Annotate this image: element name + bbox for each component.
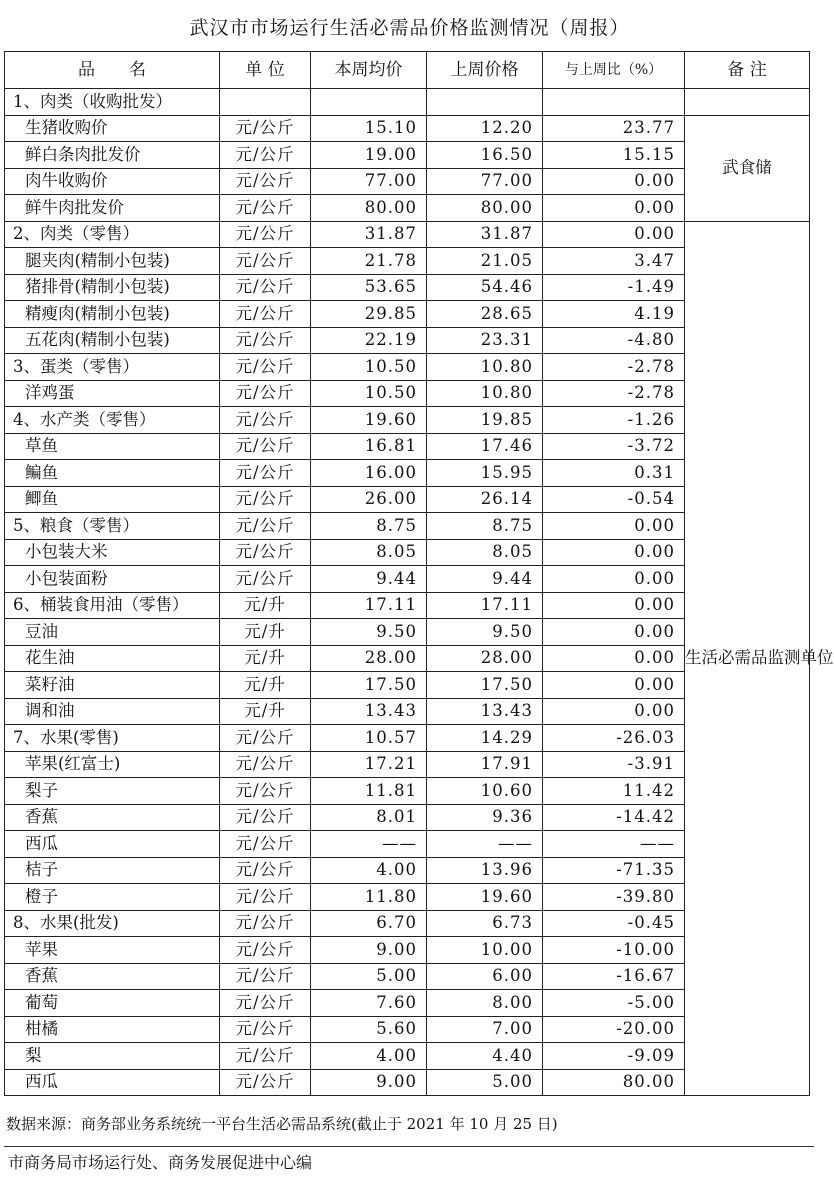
last-week-price: 4.40 — [427, 1043, 543, 1070]
week-change: -1.26 — [543, 407, 685, 434]
item-name: 8、水果(批发) — [5, 910, 220, 937]
week-change: -3.91 — [543, 751, 685, 778]
header-unit: 单 位 — [220, 52, 311, 89]
item-unit: 元/公斤 — [220, 407, 311, 434]
this-week-price: 11.81 — [311, 778, 427, 805]
last-week-price: 28.00 — [427, 645, 543, 672]
item-name: 鲜牛肉批发价 — [5, 195, 220, 222]
table-row — [5, 115, 810, 142]
last-week-price: 9.44 — [427, 566, 543, 593]
last-week-price: 19.60 — [427, 884, 543, 911]
item-unit: 元/公斤 — [220, 380, 311, 407]
category-row — [5, 221, 810, 248]
week-change: 3.47 — [543, 248, 685, 275]
week-change: 0.31 — [543, 460, 685, 487]
item-unit: 元/公斤 — [220, 301, 311, 328]
item-name: 香蕉 — [5, 804, 220, 831]
item-unit: 元/公斤 — [220, 142, 311, 169]
week-change: 0.00 — [543, 566, 685, 593]
item-name: 6、桶装食用油（零售） — [5, 592, 220, 619]
this-week-price: 16.81 — [311, 433, 427, 460]
this-week-price: 4.00 — [311, 1043, 427, 1070]
last-week-price: 6.73 — [427, 910, 543, 937]
item-unit: 元/公斤 — [220, 195, 311, 222]
item-name: 梨 — [5, 1043, 220, 1070]
last-week-price: 54.46 — [427, 274, 543, 301]
item-name: 鲫鱼 — [5, 486, 220, 513]
week-change: -9.09 — [543, 1043, 685, 1070]
item-name: 柑橘 — [5, 1016, 220, 1043]
editor-credit: 市商务局市场运行处、商务发展促进中心编 — [8, 1153, 313, 1172]
last-week-price: 8.00 — [427, 990, 543, 1017]
item-unit: 元/公斤 — [220, 168, 311, 195]
week-change: 80.00 — [543, 1069, 685, 1096]
this-week-price: 77.00 — [311, 168, 427, 195]
item-name: 西瓜 — [5, 1069, 220, 1096]
item-unit: 元/公斤 — [220, 778, 311, 805]
item-unit: 元/公斤 — [220, 221, 311, 248]
week-change: -39.80 — [543, 884, 685, 911]
item-name: 精瘦肉(精制小包装) — [5, 301, 220, 328]
last-week-price: 9.50 — [427, 619, 543, 646]
week-change: 23.77 — [543, 115, 685, 142]
item-name: 鲜白条肉批发价 — [5, 142, 220, 169]
last-week-price: 13.96 — [427, 857, 543, 884]
this-week-price: 26.00 — [311, 486, 427, 513]
item-unit: 元/公斤 — [220, 804, 311, 831]
this-week-price: 8.01 — [311, 804, 427, 831]
week-change: -20.00 — [543, 1016, 685, 1043]
item-name: 葡萄 — [5, 990, 220, 1017]
week-change: -0.54 — [543, 486, 685, 513]
this-week-price: 6.70 — [311, 910, 427, 937]
last-week-price: 6.00 — [427, 963, 543, 990]
week-change: -16.67 — [543, 963, 685, 990]
item-name: 7、水果(零售) — [5, 725, 220, 752]
week-change: -14.42 — [543, 804, 685, 831]
item-unit: 元/公斤 — [220, 327, 311, 354]
item-name: 生猪收购价 — [5, 115, 220, 142]
item-name: 香蕉 — [5, 963, 220, 990]
this-week-price: 22.19 — [311, 327, 427, 354]
week-change: 0.00 — [543, 592, 685, 619]
week-change: 0.00 — [543, 539, 685, 566]
item-name: 花生油 — [5, 645, 220, 672]
week-change: 0.00 — [543, 698, 685, 725]
last-week-price: 8.75 — [427, 513, 543, 540]
item-unit: 元/公斤 — [220, 751, 311, 778]
item-unit: 元/升 — [220, 619, 311, 646]
header-note: 备 注 — [685, 52, 810, 89]
item-name: 豆油 — [5, 619, 220, 646]
last-week-price: 12.20 — [427, 115, 543, 142]
category-row — [5, 89, 810, 116]
week-change: —— — [543, 831, 685, 858]
header-last-week: 上周价格 — [427, 52, 543, 89]
this-week-price: 9.44 — [311, 566, 427, 593]
item-unit: 元/公斤 — [220, 274, 311, 301]
item-name: 鳊鱼 — [5, 460, 220, 487]
this-week-price: —— — [311, 831, 427, 858]
last-week-price: 31.87 — [427, 221, 543, 248]
item-unit: 元/公斤 — [220, 831, 311, 858]
item-name: 西瓜 — [5, 831, 220, 858]
this-week-price: 17.11 — [311, 592, 427, 619]
item-name: 调和油 — [5, 698, 220, 725]
item-name: 2、肉类（零售） — [5, 221, 220, 248]
this-week-price: 7.60 — [311, 990, 427, 1017]
item-name: 梨子 — [5, 778, 220, 805]
item-name: 小包装大米 — [5, 539, 220, 566]
item-unit: 元/公斤 — [220, 566, 311, 593]
last-week-price: 28.65 — [427, 301, 543, 328]
week-change: 0.00 — [543, 619, 685, 646]
last-week-price: 7.00 — [427, 1016, 543, 1043]
last-week-price: 5.00 — [427, 1069, 543, 1096]
item-unit: 元/公斤 — [220, 857, 311, 884]
item-unit: 元/公斤 — [220, 539, 311, 566]
price-table — [4, 51, 834, 1096]
item-name: 腿夹肉(精制小包装) — [5, 248, 220, 275]
week-change: 0.00 — [543, 672, 685, 699]
item-unit: 元/公斤 — [220, 460, 311, 487]
last-week-price: 10.60 — [427, 778, 543, 805]
last-week-price: 8.05 — [427, 539, 543, 566]
week-change: -3.72 — [543, 433, 685, 460]
header-change: 与上周比（%） — [543, 52, 685, 89]
item-unit: 元/升 — [220, 592, 311, 619]
week-change: 4.19 — [543, 301, 685, 328]
this-week-price: 29.85 — [311, 301, 427, 328]
week-change: 0.00 — [543, 168, 685, 195]
item-unit: 元/升 — [220, 672, 311, 699]
item-unit: 元/公斤 — [220, 1069, 311, 1096]
last-week-price: 14.29 — [427, 725, 543, 752]
item-name: 1、肉类（收购批发） — [5, 89, 220, 116]
item-name: 桔子 — [5, 857, 220, 884]
this-week-price: 5.00 — [311, 963, 427, 990]
item-name: 4、水产类（零售） — [5, 407, 220, 434]
item-unit: 元/公斤 — [220, 937, 311, 964]
item-unit: 元/升 — [220, 698, 311, 725]
note-cell-empty — [685, 89, 810, 116]
note-wushichu: 武食储 — [685, 115, 810, 221]
last-week-price: 77.00 — [427, 168, 543, 195]
item-name: 橙子 — [5, 884, 220, 911]
item-unit: 元/公斤 — [220, 990, 311, 1017]
item-unit: 元/公斤 — [220, 354, 311, 381]
this-week-price: 28.00 — [311, 645, 427, 672]
item-unit: 元/公斤 — [220, 910, 311, 937]
item-name: 苹果(红富士) — [5, 751, 220, 778]
item-unit: 元/公斤 — [220, 433, 311, 460]
item-unit: 元/公斤 — [220, 115, 311, 142]
this-week-price: 31.87 — [311, 221, 427, 248]
header-this-week: 本周均价 — [311, 52, 427, 89]
this-week-price: 4.00 — [311, 857, 427, 884]
item-unit: 元/升 — [220, 645, 311, 672]
week-change: 15.15 — [543, 142, 685, 169]
page-title: 武汉市市场运行生活必需品价格监测情况（周报） — [189, 17, 630, 39]
item-unit — [220, 89, 311, 116]
this-week-price: 9.00 — [311, 937, 427, 964]
week-change: -2.78 — [543, 354, 685, 381]
header-name: 品 名 — [5, 52, 220, 89]
item-name: 菜籽油 — [5, 672, 220, 699]
this-week-price: 9.00 — [311, 1069, 427, 1096]
item-name: 五花肉(精制小包装) — [5, 327, 220, 354]
item-unit: 元/公斤 — [220, 725, 311, 752]
last-week-price: 26.14 — [427, 486, 543, 513]
week-change: 0.00 — [543, 221, 685, 248]
data-source-note: 数据来源：商务部业务系统统一平台生活必需品系统(截止于 2021 年 10 月 25 日) — [6, 1115, 558, 1133]
week-change: -1.49 — [543, 274, 685, 301]
week-change: 11.42 — [543, 778, 685, 805]
last-week-price: —— — [427, 831, 543, 858]
note-monitoring-unit: 生活必需品监测单位 — [685, 221, 810, 1096]
last-week-price: 17.46 — [427, 433, 543, 460]
week-change — [543, 89, 685, 116]
item-unit: 元/公斤 — [220, 1043, 311, 1070]
item-name: 肉牛收购价 — [5, 168, 220, 195]
this-week-price: 80.00 — [311, 195, 427, 222]
last-week-price: 17.91 — [427, 751, 543, 778]
last-week-price: 80.00 — [427, 195, 543, 222]
week-change: 0.00 — [543, 195, 685, 222]
item-name: 3、蛋类（零售） — [5, 354, 220, 381]
week-change: -0.45 — [543, 910, 685, 937]
footer-divider — [4, 1146, 814, 1147]
last-week-price: 15.95 — [427, 460, 543, 487]
item-unit: 元/公斤 — [220, 513, 311, 540]
this-week-price: 10.50 — [311, 380, 427, 407]
item-name: 洋鸡蛋 — [5, 380, 220, 407]
this-week-price: 19.00 — [311, 142, 427, 169]
this-week-price: 13.43 — [311, 698, 427, 725]
item-name: 草鱼 — [5, 433, 220, 460]
item-unit: 元/公斤 — [220, 963, 311, 990]
last-week-price: 10.80 — [427, 354, 543, 381]
week-change: -2.78 — [543, 380, 685, 407]
last-week-price: 10.80 — [427, 380, 543, 407]
this-week-price: 17.21 — [311, 751, 427, 778]
this-week-price — [311, 89, 427, 116]
this-week-price: 21.78 — [311, 248, 427, 275]
this-week-price: 17.50 — [311, 672, 427, 699]
last-week-price: 9.36 — [427, 804, 543, 831]
item-name: 小包装面粉 — [5, 566, 220, 593]
week-change: -10.00 — [543, 937, 685, 964]
this-week-price: 8.75 — [311, 513, 427, 540]
this-week-price: 5.60 — [311, 1016, 427, 1043]
week-change: -26.03 — [543, 725, 685, 752]
table-header-row — [5, 52, 810, 89]
week-change: -4.80 — [543, 327, 685, 354]
last-week-price: 10.00 — [427, 937, 543, 964]
last-week-price: 17.50 — [427, 672, 543, 699]
this-week-price: 19.60 — [311, 407, 427, 434]
item-unit: 元/公斤 — [220, 884, 311, 911]
this-week-price: 15.10 — [311, 115, 427, 142]
last-week-price: 17.11 — [427, 592, 543, 619]
week-change: -5.00 — [543, 990, 685, 1017]
week-change: 0.00 — [543, 645, 685, 672]
last-week-price: 13.43 — [427, 698, 543, 725]
last-week-price: 19.85 — [427, 407, 543, 434]
last-week-price: 21.05 — [427, 248, 543, 275]
this-week-price: 8.05 — [311, 539, 427, 566]
this-week-price: 9.50 — [311, 619, 427, 646]
this-week-price: 10.50 — [311, 354, 427, 381]
this-week-price: 10.57 — [311, 725, 427, 752]
last-week-price — [427, 89, 543, 116]
last-week-price: 23.31 — [427, 327, 543, 354]
this-week-price: 11.80 — [311, 884, 427, 911]
item-name: 苹果 — [5, 937, 220, 964]
item-unit: 元/公斤 — [220, 486, 311, 513]
this-week-price: 53.65 — [311, 274, 427, 301]
last-week-price: 16.50 — [427, 142, 543, 169]
week-change: -71.35 — [543, 857, 685, 884]
this-week-price: 16.00 — [311, 460, 427, 487]
week-change: 0.00 — [543, 513, 685, 540]
item-unit: 元/公斤 — [220, 1016, 311, 1043]
item-unit: 元/公斤 — [220, 248, 311, 275]
item-name: 猪排骨(精制小包装) — [5, 274, 220, 301]
item-name: 5、粮食（零售） — [5, 513, 220, 540]
